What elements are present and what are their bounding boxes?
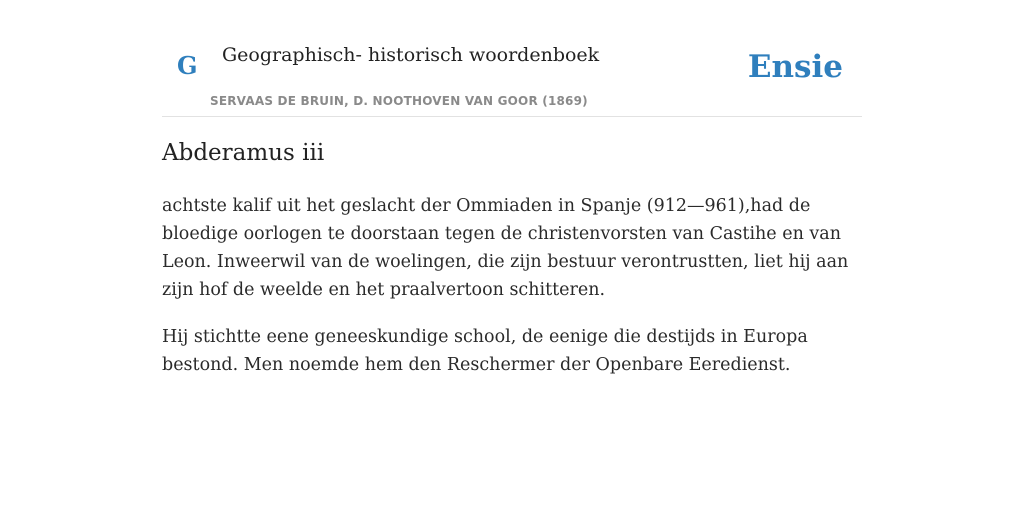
book-header [162, 0, 862, 117]
ensie-brand-link[interactable]: Ensie [747, 49, 843, 85]
entry-title: Abderamus iii [162, 140, 325, 166]
book-logo-link[interactable]: G [177, 51, 198, 80]
entry-paragraph: achtste kalif uit het geslacht der Ommiaden in Spanje (912—961),had de bloedige oorlogen te doorstaan tegen de christenvorsten van Castihe en van Leon. Inweerwil van de woelingen, die zijn bestuur verontrustten, liet hij aan zijn hof de weelde en het praalvertoon schitteren. [162, 196, 849, 300]
book-title[interactable]: Geographisch- historisch woordenboek [222, 44, 600, 66]
entry-paragraph: Hij stichtte eene geneeskundige school, de eenige die destijds in Europa bestond. Men noemde hem den Reschermer der Openbare Eeredienst. [162, 327, 808, 375]
book-author: SERVAAS DE BRUIN, D. NOOTHOVEN VAN GOOR (1869) [210, 94, 588, 108]
entry-body [162, 192, 862, 398]
